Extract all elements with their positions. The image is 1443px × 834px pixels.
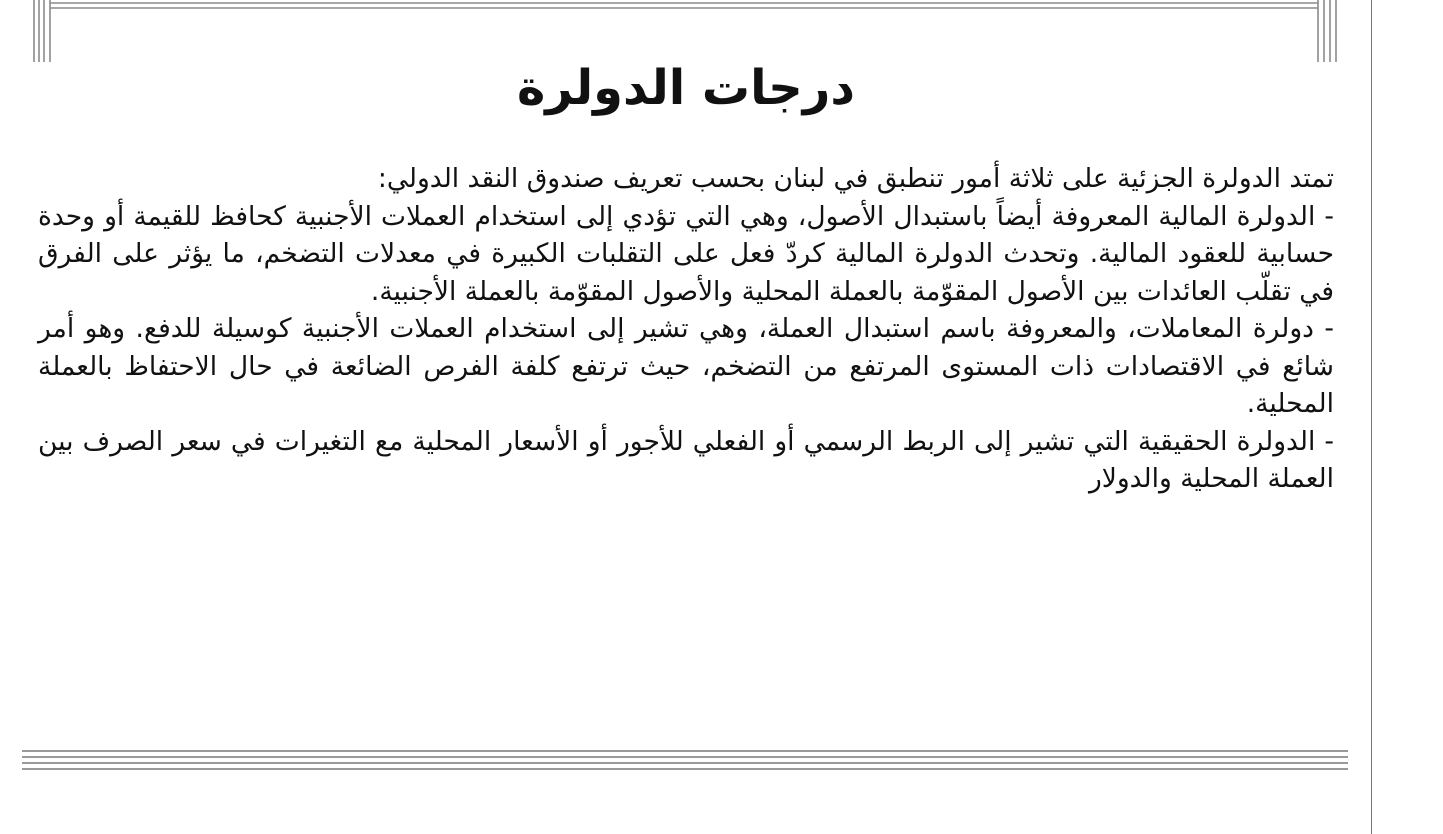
- article-title: درجات الدولرة: [516, 60, 856, 116]
- bottom-frame-rule: [22, 750, 1348, 772]
- transaction-dollarization-paragraph: - دولرة المعاملات، والمعروفة باسم استبدال العملة، وهي تشير إلى استخدام العملات الأجنبية كوسيلة للدفع. وهو أمر شائع في الاقتصادات ذات المستوى المرتفع من التضخم، حيث ترتفع كلفة الفرص الضائعة في حال الاحتفاظ بالعملة المحلية.: [38, 313, 1334, 419]
- financial-dollarization-paragraph: - الدولرة المالية المعروفة أيضاً باستبدال الأصول، وهي التي تؤدي إلى استخدام العملات الأجنبية كحافظ للقيمة أو وحدة حسابية للعقود المالية. وتحدث الدولرة المالية كردّ فعل على التقلبات الكبيرة في معدلات التضخم، ما يؤثر على الفرق في تقلّب العائدات بين الأصول المقوّمة بالعملة المحلية والأصول المقوّمة بالعملة الأجنبية.: [38, 200, 1334, 307]
- article-body: [38, 160, 1334, 498]
- intro-paragraph: تمتد الدولرة الجزئية على ثلاثة أمور تنطبق في لبنان بحسب تعريف صندوق النقد الدولي:: [377, 163, 1334, 194]
- real-dollarization-paragraph: - الدولرة الحقيقية التي تشير إلى الربط الرسمي أو الفعلي للأجور أو الأسعار المحلية مع التغيرات في سعر الصرف بين العملة المحلية والدولار: [38, 425, 1334, 494]
